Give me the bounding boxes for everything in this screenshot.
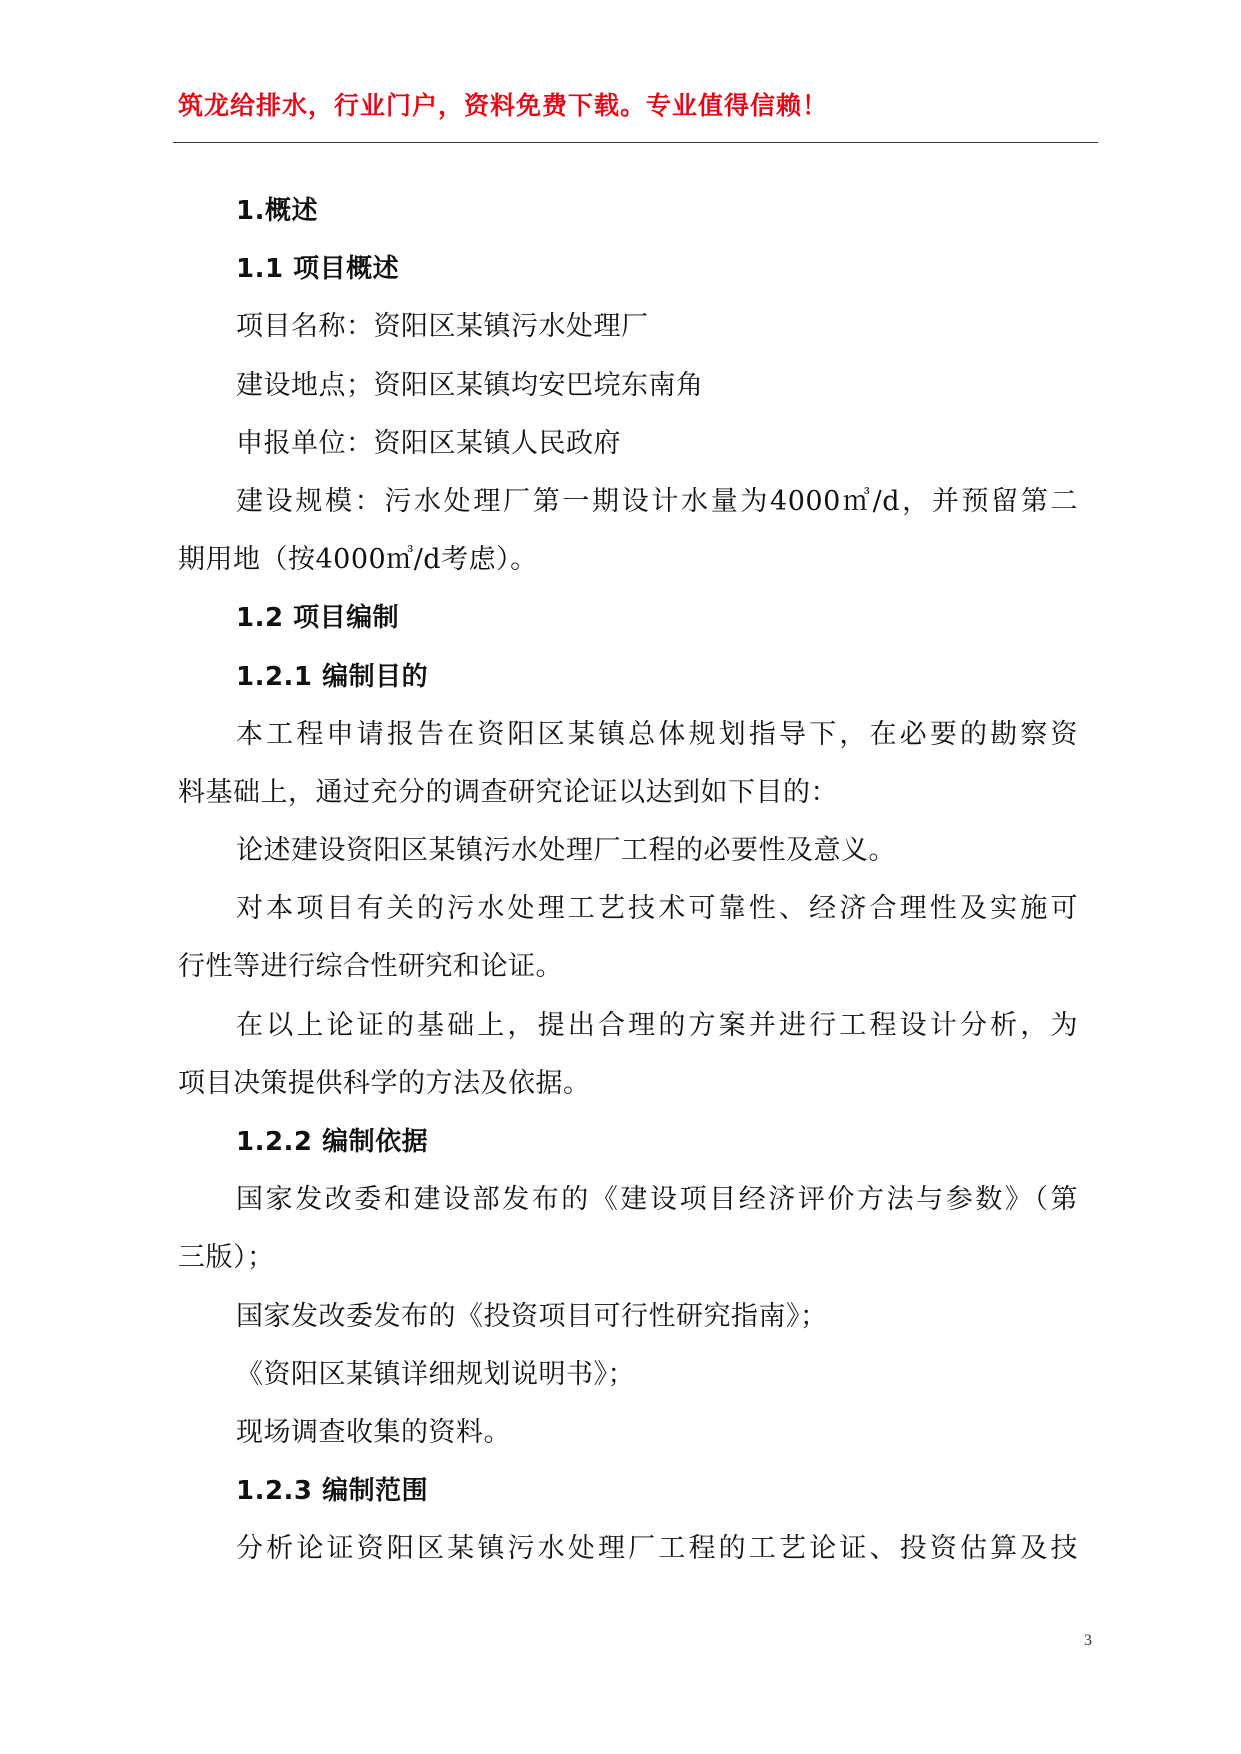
paragraph-line: 行性等进行综合性研究和论证。 <box>178 951 563 983</box>
applicant-line: 申报单位：资阳区某镇人民政府 <box>236 427 621 459</box>
paragraph-line: 对本项目有关的污水处理工艺技术可靠性、经济合理性及实施可 <box>236 893 1078 925</box>
header-banner: 筑龙给排水，行业门户，资料免费下载。专业值得信赖！ <box>178 91 829 120</box>
scale-line: 建设规模：污水处理厂第一期设计水量为4000㎥/d，并预留第二 <box>236 485 1078 517</box>
document-body <box>178 182 1078 1579</box>
paragraph-line: 国家发改委发布的《投资项目可行性研究指南》； <box>236 1300 828 1332</box>
page-number: 3 <box>1084 1632 1092 1649</box>
paragraph-line: 本工程申请报告在资阳区某镇总体规划指导下，在必要的勘察资 <box>236 718 1078 750</box>
subsection-heading-basis: 1.2.2 编制依据 <box>236 1127 429 1157</box>
paragraph-line: 现场调查收集的资料。 <box>236 1416 511 1448</box>
paragraph-line: 《资阳区某镇详细规划说明书》； <box>236 1358 635 1390</box>
project-name-line: 项目名称：资阳区某镇污水处理厂 <box>236 311 649 343</box>
section-heading-overview: 1.概述 <box>236 196 318 226</box>
paragraph-line: 项目决策提供科学的方法及依据。 <box>178 1067 591 1099</box>
construction-site-line: 建设地点；资阳区某镇均安巴垸东南角 <box>236 369 704 401</box>
paragraph-line: 料基础上，通过充分的调查研究论证以达到如下目的： <box>178 776 838 808</box>
header-divider <box>173 142 1098 143</box>
paragraph-line: 三版）； <box>178 1242 275 1274</box>
subsection-heading-purpose: 1.2.1 编制目的 <box>236 661 429 692</box>
subsection-heading-project-overview: 1.1 项目概述 <box>236 254 400 285</box>
scale-line-continued: 期用地（按4000㎥/d考虑）。 <box>178 544 538 576</box>
subsection-heading-compilation: 1.2 项目编制 <box>236 603 400 634</box>
paragraph-line: 国家发改委和建设部发布的《建设项目经济评价方法与参数》（第 <box>236 1184 1078 1216</box>
paragraph-line: 论述建设资阳区某镇污水处理厂工程的必要性及意义。 <box>236 835 896 867</box>
paragraph-line: 分析论证资阳区某镇污水处理厂工程的工艺论证、投资估算及技 <box>236 1533 1078 1565</box>
subsection-heading-scope: 1.2.3 编制范围 <box>236 1476 429 1507</box>
paragraph-line: 在以上论证的基础上，提出合理的方案并进行工程设计分析，为 <box>236 1009 1078 1041</box>
